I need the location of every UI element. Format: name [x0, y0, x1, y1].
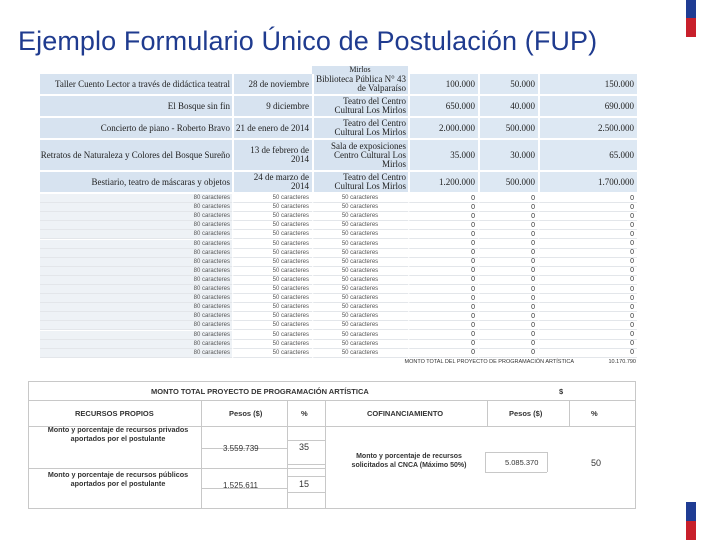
placeholder-cost-a: 0: [408, 285, 478, 294]
activity-date: 24 de marzo de 2014: [232, 172, 312, 192]
placeholder-date: 50 caracteres: [232, 221, 312, 230]
cost-a: 1.200.000: [408, 172, 478, 192]
placeholder-cost-a: 0: [408, 267, 478, 276]
placeholder-row: [40, 203, 637, 212]
placeholder-cost-total: 0: [538, 258, 637, 267]
placeholder-date: 50 caracteres: [232, 249, 312, 258]
placeholder-date: 50 caracteres: [232, 212, 312, 221]
placeholder-activity: 80 caracteres: [40, 194, 232, 203]
placeholder-cost-total: 0: [538, 212, 637, 221]
placeholder-venue: 50 caracteres: [312, 230, 408, 239]
placeholder-date: 50 caracteres: [232, 331, 312, 340]
placeholder-venue: 50 caracteres: [312, 312, 408, 321]
placeholder-cost-total: 0: [538, 303, 637, 312]
cost-b: 50.000: [478, 74, 538, 94]
placeholder-cost-a: 0: [408, 340, 478, 349]
flag-stripe-red-top: [686, 18, 696, 37]
row-recursos-privados-value: 3.559.739: [223, 444, 259, 453]
placeholder-date: 50 caracteres: [232, 194, 312, 203]
placeholder-cost-b: 0: [478, 249, 538, 258]
placeholder-activity: 80 caracteres: [40, 230, 232, 239]
program-row: [40, 74, 637, 94]
placeholder-cost-total: 0: [538, 285, 637, 294]
cost-b: 30.000: [478, 140, 538, 170]
program-row: [40, 140, 637, 170]
row-recursos-publicos-value: 1.525.611: [223, 481, 258, 490]
placeholder-cost-a: 0: [408, 321, 478, 330]
cost-a: 35.000: [408, 140, 478, 170]
flag-stripe-blue-bottom: [686, 502, 696, 521]
cost-a: 650.000: [408, 96, 478, 116]
placeholder-venue: 50 caracteres: [312, 221, 408, 230]
placeholder-cost-a: 0: [408, 230, 478, 239]
program-row: [40, 96, 637, 116]
summary-header-title: MONTO TOTAL PROYECTO DE PROGRAMACIÓN ARTÍSTICA: [151, 387, 369, 396]
placeholder-date: 50 caracteres: [232, 258, 312, 267]
placeholder-date: 50 caracteres: [232, 340, 312, 349]
placeholder-activity: 80 caracteres: [40, 240, 232, 249]
placeholder-cost-total: 0: [538, 221, 637, 230]
placeholder-row: [40, 194, 637, 203]
activity-venue: Biblioteca Pública N° 43 de Valparaíso: [312, 74, 408, 94]
placeholder-date: 50 caracteres: [232, 349, 312, 358]
placeholder-cost-b: 0: [478, 267, 538, 276]
placeholder-activity: 80 caracteres: [40, 258, 232, 267]
placeholder-cost-total: 0: [538, 349, 637, 358]
cofin-label: Monto y porcentaje de recursos solicitados al CNCA (Máximo 50%): [351, 453, 467, 470]
placeholder-activity: 80 caracteres: [40, 221, 232, 230]
cofin-value: 5.085.370: [505, 458, 539, 467]
placeholder-activity: 80 caracteres: [40, 267, 232, 276]
placeholder-date: 50 caracteres: [232, 267, 312, 276]
cost-a: 2.000.000: [408, 118, 478, 138]
placeholder-row: [40, 258, 637, 267]
placeholder-date: 50 caracteres: [232, 312, 312, 321]
placeholder-cost-total: 0: [538, 230, 637, 239]
placeholder-row: [40, 276, 637, 285]
financing-summary: [28, 381, 636, 509]
placeholder-activity: 80 caracteres: [40, 349, 232, 358]
placeholder-activity: 80 caracteres: [40, 203, 232, 212]
col-pesos: Pesos ($): [229, 409, 263, 418]
placeholder-cost-b: 0: [478, 285, 538, 294]
placeholder-venue: 50 caracteres: [312, 349, 408, 358]
placeholder-row: [40, 312, 637, 321]
activity-name: Taller Cuento Lector a través de didáctica teatral: [40, 74, 232, 94]
flag-stripe-red-bottom: [686, 521, 696, 540]
placeholder-date: 50 caracteres: [232, 303, 312, 312]
placeholder-date: 50 caracteres: [232, 240, 312, 249]
placeholder-cost-b: 0: [478, 340, 538, 349]
placeholder-cost-b: 0: [478, 331, 538, 340]
placeholder-cost-a: 0: [408, 240, 478, 249]
placeholder-row: [40, 303, 637, 312]
placeholder-cost-a: 0: [408, 221, 478, 230]
placeholder-row: [40, 249, 637, 258]
flag-stripe-blue-top: [686, 0, 696, 18]
placeholder-row: [40, 221, 637, 230]
placeholder-activity: 80 caracteres: [40, 303, 232, 312]
placeholder-cost-b: 0: [478, 349, 538, 358]
placeholder-cost-total: 0: [538, 240, 637, 249]
placeholder-venue: 50 caracteres: [312, 303, 408, 312]
cost-total: 150.000: [538, 74, 637, 94]
placeholder-venue: 50 caracteres: [312, 203, 408, 212]
placeholder-row: [40, 349, 637, 358]
col-recursos-propios: RECURSOS PROPIOS: [75, 409, 154, 418]
placeholder-cost-b: 0: [478, 221, 538, 230]
placeholder-cost-total: 0: [538, 203, 637, 212]
placeholder-cost-a: 0: [408, 331, 478, 340]
activity-date: 21 de enero de 2014: [232, 118, 312, 138]
col-pct: %: [301, 409, 308, 418]
placeholder-activity: 80 caracteres: [40, 294, 232, 303]
activity-name: El Bosque sin fin: [40, 96, 232, 116]
placeholder-venue: 50 caracteres: [312, 194, 408, 203]
summary-header: [29, 382, 635, 401]
placeholder-activity: 80 caracteres: [40, 212, 232, 221]
placeholder-cost-a: 0: [408, 294, 478, 303]
placeholder-cost-a: 0: [408, 212, 478, 221]
placeholder-activity: 80 caracteres: [40, 312, 232, 321]
activity-name: Bestiario, teatro de máscaras y objetos: [40, 172, 232, 192]
placeholder-venue: 50 caracteres: [312, 249, 408, 258]
placeholder-activity: 80 caracteres: [40, 331, 232, 340]
row-recursos-publicos-label: Monto y porcentaje de recursos públicos aportados por el postulante: [47, 470, 189, 489]
activity-venue: Teatro del Centro Cultural Los Mirlos: [312, 172, 408, 192]
activity-name: Concierto de piano - Roberto Bravo: [40, 118, 232, 138]
placeholder-row: [40, 230, 637, 239]
placeholder-row: [40, 285, 637, 294]
activity-date: 13 de febrero de 2014: [232, 140, 312, 170]
col-cofinanciamiento: COFINANCIAMIENTO: [367, 409, 444, 418]
placeholder-activity: 80 caracteres: [40, 249, 232, 258]
placeholder-cost-b: 0: [478, 294, 538, 303]
program-row: [40, 172, 637, 192]
placeholder-venue: 50 caracteres: [312, 321, 408, 330]
placeholder-cost-a: 0: [408, 203, 478, 212]
placeholder-cost-b: 0: [478, 303, 538, 312]
sheet-total-value: 10.170.790: [608, 359, 636, 365]
cost-a: 100.000: [408, 74, 478, 94]
placeholder-venue: 50 caracteres: [312, 285, 408, 294]
placeholder-cost-b: 0: [478, 312, 538, 321]
placeholder-cost-b: 0: [478, 230, 538, 239]
row-recursos-publicos-pct: 15: [299, 479, 310, 489]
placeholder-cost-a: 0: [408, 312, 478, 321]
placeholder-cost-a: 0: [408, 276, 478, 285]
placeholder-cost-b: 0: [478, 276, 538, 285]
placeholder-date: 50 caracteres: [232, 276, 312, 285]
placeholder-row: [40, 340, 637, 349]
sheet-total-row: [326, 359, 636, 367]
placeholder-cost-total: 0: [538, 312, 637, 321]
placeholder-row: [40, 294, 637, 303]
placeholder-cost-total: 0: [538, 267, 637, 276]
placeholder-cost-total: 0: [538, 321, 637, 330]
page-title: Ejemplo Formulario Único de Postulación (FUP): [18, 26, 598, 56]
placeholder-venue: 50 caracteres: [312, 276, 408, 285]
activity-date: 28 de noviembre: [232, 74, 312, 94]
placeholder-venue: 50 caracteres: [312, 212, 408, 221]
placeholder-activity: 80 caracteres: [40, 276, 232, 285]
placeholder-date: 50 caracteres: [232, 294, 312, 303]
activity-name: Retratos de Naturaleza y Colores del Bosque Sureño: [40, 140, 232, 170]
program-row: [40, 118, 637, 138]
cost-total: 2.500.000: [538, 118, 637, 138]
activity-venue: Teatro del Centro Cultural Los Mirlos: [312, 118, 408, 138]
placeholder-cost-a: 0: [408, 258, 478, 267]
placeholder-row: [40, 321, 637, 330]
placeholder-cost-a: 0: [408, 303, 478, 312]
placeholder-cost-b: 0: [478, 240, 538, 249]
placeholder-cost-total: 0: [538, 194, 637, 203]
placeholder-cost-b: 0: [478, 194, 538, 203]
placeholder-cost-b: 0: [478, 212, 538, 221]
placeholder-venue: 50 caracteres: [312, 340, 408, 349]
summary-column-headers: [29, 400, 635, 427]
activity-venue: Sala de exposiciones Centro Cultural Los Mirlos: [312, 140, 408, 170]
placeholder-cost-b: 0: [478, 321, 538, 330]
cofin-pct: 50: [591, 458, 602, 468]
placeholder-cost-b: 0: [478, 258, 538, 267]
placeholder-cost-total: 0: [538, 249, 637, 258]
sheet-total-label: MONTO TOTAL DEL PROYECTO DE PROGRAMACIÓN ARTÍSTICA: [404, 359, 574, 365]
placeholder-date: 50 caracteres: [232, 203, 312, 212]
col-pesos-cofin: Pesos ($): [509, 409, 543, 418]
placeholder-row: [40, 212, 637, 221]
cost-total: 65.000: [538, 140, 637, 170]
summary-header-currency: $: [559, 387, 564, 396]
cost-total: 1.700.000: [538, 172, 637, 192]
placeholder-date: 50 caracteres: [232, 230, 312, 239]
row-recursos-privados-pct: 35: [299, 442, 310, 452]
placeholder-activity: 80 caracteres: [40, 321, 232, 330]
placeholder-activity: 80 caracteres: [40, 340, 232, 349]
placeholder-cost-a: 0: [408, 349, 478, 358]
placeholder-activity: 80 caracteres: [40, 285, 232, 294]
placeholder-cost-total: 0: [538, 331, 637, 340]
placeholder-cost-total: 0: [538, 294, 637, 303]
placeholder-cost-a: 0: [408, 194, 478, 203]
placeholder-venue: 50 caracteres: [312, 240, 408, 249]
venue-overflow-label: Mirlos: [312, 66, 408, 74]
placeholder-cost-total: 0: [538, 276, 637, 285]
programming-table: [40, 66, 637, 368]
cost-b: 500.000: [478, 118, 538, 138]
placeholder-row: [40, 331, 637, 340]
placeholder-venue: 50 caracteres: [312, 258, 408, 267]
placeholder-row: [40, 267, 637, 276]
cost-b: 500.000: [478, 172, 538, 192]
col-pct-cofin: %: [591, 409, 598, 418]
cost-total: 690.000: [538, 96, 637, 116]
row-recursos-privados-label: Monto y porcentaje de recursos privados aportados por el postulante: [47, 425, 189, 444]
placeholder-venue: 50 caracteres: [312, 267, 408, 276]
cost-b: 40.000: [478, 96, 538, 116]
activity-date: 9 diciembre: [232, 96, 312, 116]
placeholder-venue: 50 caracteres: [312, 294, 408, 303]
placeholder-cost-total: 0: [538, 340, 637, 349]
placeholder-row: [40, 240, 637, 249]
placeholder-cost-b: 0: [478, 203, 538, 212]
placeholder-venue: 50 caracteres: [312, 331, 408, 340]
placeholder-date: 50 caracteres: [232, 321, 312, 330]
placeholder-cost-a: 0: [408, 249, 478, 258]
placeholder-date: 50 caracteres: [232, 285, 312, 294]
activity-venue: Teatro del Centro Cultural Los Mirlos: [312, 96, 408, 116]
